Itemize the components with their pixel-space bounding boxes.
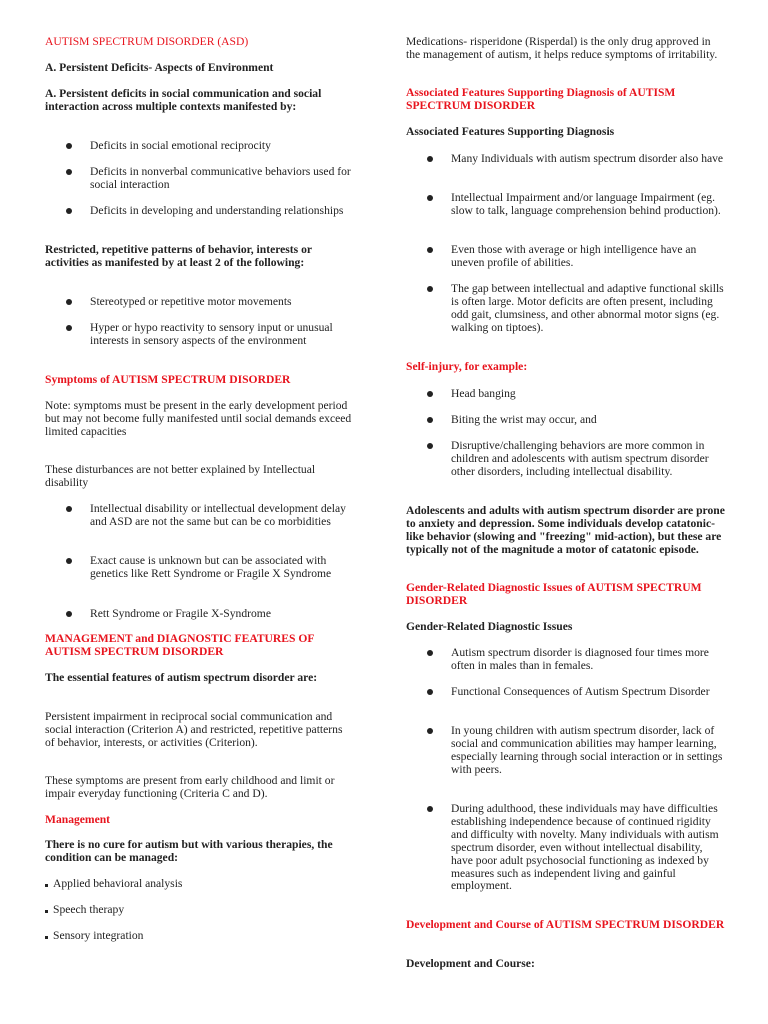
list-item: The gap between intellectual and adaptive functional skills is often large. Motor deficits are often present, including odd gait, clumsiness, and other abnormal motor signs (eg. walking on tiptoes).: [451, 282, 724, 334]
list-item: Intellectual Impairment and/or language Impairment (eg. slow to talk, language comprehension behind production).: [451, 191, 721, 217]
document-title: AUTISM SPECTRUM DISORDER (ASD): [45, 35, 249, 48]
list-item: Intellectual disability or intellectual development delay and ASD are not the same but can be co morbidities: [90, 502, 346, 528]
bullet-icon: [66, 299, 72, 305]
associated-features-subheading: Associated Features Supporting Diagnosis: [406, 125, 615, 138]
list-item: Biting the wrist may occur, and: [451, 413, 597, 426]
list-item: Many Individuals with autism spectrum disorder also have: [451, 152, 724, 165]
adolescents-text: Adolescents and adults with autism spectrum disorder are prone to anxiety and depression. Some individuals develop catatonic-like behavior (slowing and "freezing" mid-action), but these are typically not of the magnitude a motor of catatonic episode.: [406, 504, 725, 556]
section-a-heading: A. Persistent Deficits- Aspects of Environment: [45, 61, 274, 74]
list-item: Deficits in social emotional reciprocity: [90, 139, 271, 152]
therapy-item: Sensory integration: [53, 929, 144, 942]
therapy-item: Speech therapy: [53, 903, 125, 916]
persistent-impairment: Persistent impairment in reciprocal social communication and social interaction (Criterion A) and restricted, repetitive patterns of behavior, interests, or activities (Criterion).: [45, 710, 343, 749]
bullet-icon: [66, 506, 72, 512]
management-diagnostic-heading: MANAGEMENT and DIAGNOSTIC FEATURES OF AUTISM SPECTRUM DISORDER: [45, 632, 315, 658]
list-item: Rett Syndrome or Fragile X-Syndrome: [90, 607, 271, 620]
bullet-icon: [427, 689, 433, 695]
symptoms-note: Note: symptoms must be present in the early development period but may not become fully manifested until social demands exceed limited capacities: [45, 399, 352, 438]
section-a-intro: A. Persistent deficits in social communication and social interaction across multiple contexts manifested by:: [45, 87, 322, 113]
bullet-icon: [66, 611, 72, 617]
list-item: Functional Consequences of Autism Spectrum Disorder: [451, 685, 710, 698]
bullet-icon: [427, 156, 433, 162]
bullet-icon: [427, 417, 433, 423]
list-item: Even those with average or high intelligence have an uneven profile of abilities.: [451, 243, 697, 269]
list-item: Deficits in nonverbal communicative behaviors used for social interaction: [90, 165, 351, 191]
associated-features-heading: Associated Features Supporting Diagnosis of AUTISM SPECTRUM DISORDER: [406, 86, 676, 112]
gender-heading: Gender-Related Diagnostic Issues of AUTISM SPECTRUM DISORDER: [406, 581, 702, 607]
bullet-icon: [427, 443, 433, 449]
list-item: Stereotyped or repetitive motor movements: [90, 295, 292, 308]
list-item: Exact cause is unknown but can be associated with genetics like Rett Syndrome or Fragile X Syndrome: [90, 554, 332, 580]
list-item: Deficits in developing and understanding relationships: [90, 204, 344, 217]
bullet-icon: [427, 195, 433, 201]
management-heading: Management: [45, 813, 111, 826]
list-item: Hyper or hypo reactivity to sensory input or unusual interests in sensory aspects of the environment: [90, 321, 333, 347]
symptoms-disturbances: These disturbances are not better explained by Intellectual disability: [45, 463, 316, 489]
list-item: Autism spectrum disorder is diagnosed four times more often in males than in females.: [451, 646, 709, 672]
restricted-intro: Restricted, repetitive patterns of behavior, interests or activities as manifested by at least 2 of the following:: [45, 243, 312, 269]
list-item: Head banging: [451, 387, 516, 400]
square-bullet-icon: [45, 936, 48, 939]
bullet-icon: [66, 558, 72, 564]
no-cure-text: There is no cure for autism but with various therapies, the condition can be managed:: [45, 838, 333, 864]
symptoms-present: These symptoms are present from early childhood and limit or impair everyday functioning (Criteria C and D).: [45, 774, 335, 800]
medications-text: Medications- risperidone (Risperdal) is the only drug approved in the management of autism, it helps reduce symptoms of irritability.: [406, 35, 718, 61]
list-item: During adulthood, these individuals may have difficulties establishing independence because of continued rigidity and difficulty with novelty. Many individuals with autism spectrum disorder, even without intellectual disability, have poor adult psychosocial functioning as indexed by measures such as independent living and gainful employment.: [451, 802, 719, 893]
bullet-icon: [427, 650, 433, 656]
bullet-icon: [66, 325, 72, 331]
square-bullet-icon: [45, 910, 48, 913]
development-subheading: Development and Course:: [406, 957, 535, 970]
essential-features: The essential features of autism spectrum disorder are:: [45, 671, 318, 684]
bullet-icon: [427, 286, 433, 292]
development-heading: Development and Course of AUTISM SPECTRUM DISORDER: [406, 918, 725, 931]
bullet-icon: [427, 247, 433, 253]
self-injury-heading: Self-injury, for example:: [406, 360, 528, 373]
bullet-icon: [427, 806, 433, 812]
symptoms-heading: Symptoms of AUTISM SPECTRUM DISORDER: [45, 373, 291, 386]
bullet-icon: [66, 208, 72, 214]
square-bullet-icon: [45, 884, 48, 887]
bullet-icon: [66, 169, 72, 175]
list-item: Disruptive/challenging behaviors are more common in children and adolescents with autism spectrum disorder other disorders, including intellectual disability.: [451, 439, 709, 478]
bullet-icon: [427, 728, 433, 734]
bullet-icon: [66, 143, 72, 149]
bullet-icon: [427, 391, 433, 397]
list-item: In young children with autism spectrum disorder, lack of social and communication abilities may hamper learning, especially learning through social interaction or in settings with peers.: [451, 724, 723, 776]
therapy-item: Applied behavioral analysis: [53, 877, 183, 890]
gender-subheading: Gender-Related Diagnostic Issues: [406, 620, 573, 633]
